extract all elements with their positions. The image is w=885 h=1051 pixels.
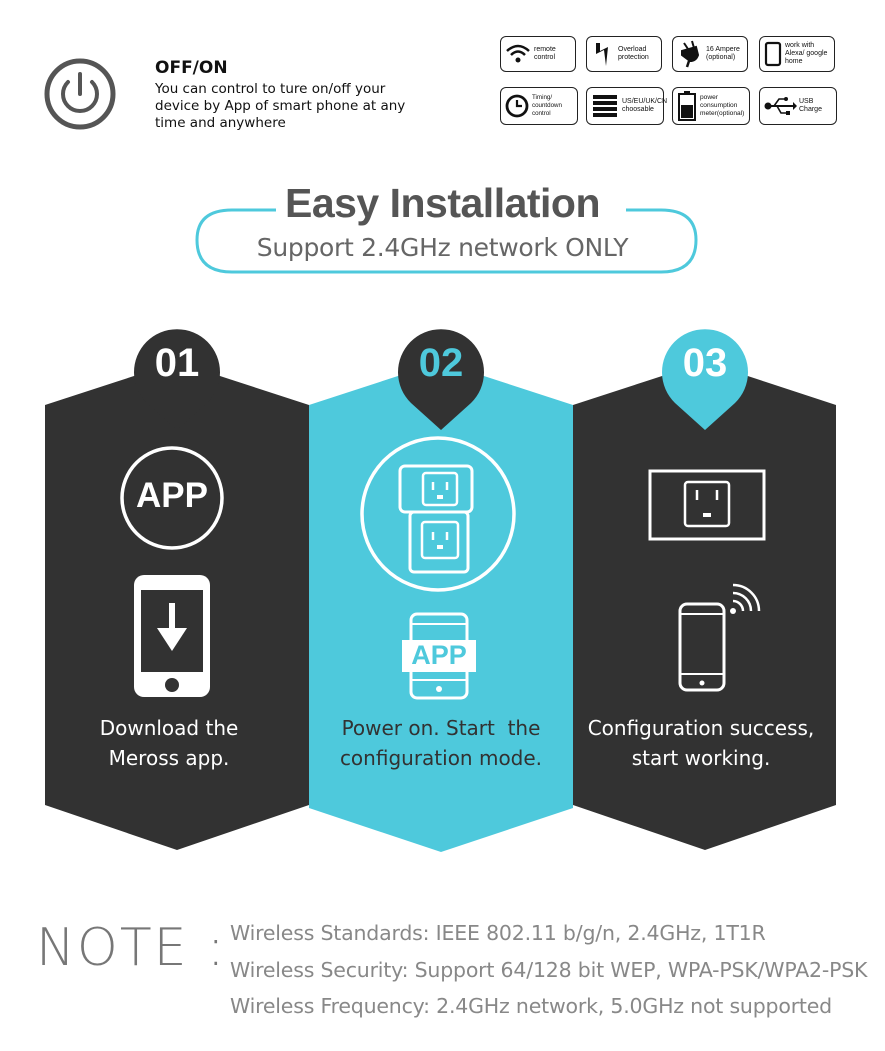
step-2-line1: Power on. Start the (341, 716, 541, 740)
badge-overload (586, 36, 662, 72)
installation-subtitle: Support 2.4GHz network ONLY (256, 233, 629, 262)
offon-title: OFF/ON (155, 58, 228, 78)
offon-description: You can control to ture on/off your device by App of smart phone at any time and anywhere (155, 81, 406, 131)
lines-icon (590, 91, 620, 121)
badge-label: US/EU/UK/CN choosable (622, 98, 668, 113)
badge-label: remote control (534, 46, 556, 61)
badge-remote-control (500, 36, 576, 72)
step-3-text (571, 713, 831, 773)
note-label: NOTE : (36, 918, 227, 978)
step-2-line2: configuration mode. (339, 746, 543, 770)
badge-timing (500, 87, 578, 125)
badge-alexa (759, 36, 835, 72)
installation-title: Easy Installation (284, 180, 601, 226)
step-2-number: 02 (418, 341, 464, 385)
badge-label: Overload protection (618, 46, 649, 61)
note-line-frequency: Wireless Frequency: 2.4GHz network, 5.0GHz not supported (230, 994, 832, 1018)
step-1-number: 01 (154, 341, 200, 385)
step-3-number: 03 (682, 341, 728, 385)
step-1-line2: Meross app. (108, 746, 230, 770)
wifi-icon (504, 40, 532, 68)
step-3-line1: Configuration success, (587, 716, 815, 740)
badge-16a (672, 36, 748, 72)
phone-download-icon (134, 575, 210, 697)
lightning-icon (590, 40, 616, 68)
step-2-panel (309, 362, 573, 852)
note-line-standards: Wireless Standards: IEEE 802.11 b/g/n, 2.4GHz, 1T1R (230, 921, 766, 945)
badge-label: Timing/ countdown control (532, 94, 562, 117)
step-3-panel (573, 362, 836, 850)
step-3-line2: start working. (631, 746, 771, 770)
badge-label: work with Alexa/ google home (785, 42, 828, 65)
step-1-app-label: APP (136, 476, 208, 515)
badge-label: 16 Ampere (optional) (706, 46, 740, 61)
battery-icon (676, 90, 698, 122)
badge-label: USB Charge (799, 98, 822, 113)
badge-usb (759, 87, 837, 125)
smartphone-icon (763, 40, 783, 68)
step-1-text (39, 713, 299, 773)
usb-icon (763, 94, 797, 118)
badge-label: power consumption meter(optional) (700, 94, 745, 117)
badge-plug-types (586, 87, 668, 125)
step-2-app-label: APP (411, 640, 467, 670)
power-icon (44, 58, 116, 130)
note-line-security: Wireless Security: Support 64/128 bit WEP, WPA-PSK/WPA2-PSK (230, 958, 868, 982)
badge-power-meter (672, 87, 750, 125)
step-2-text (311, 713, 571, 773)
plug-icon (676, 39, 704, 69)
step-1-line1: Download the (99, 716, 239, 740)
clock-icon (504, 92, 530, 120)
